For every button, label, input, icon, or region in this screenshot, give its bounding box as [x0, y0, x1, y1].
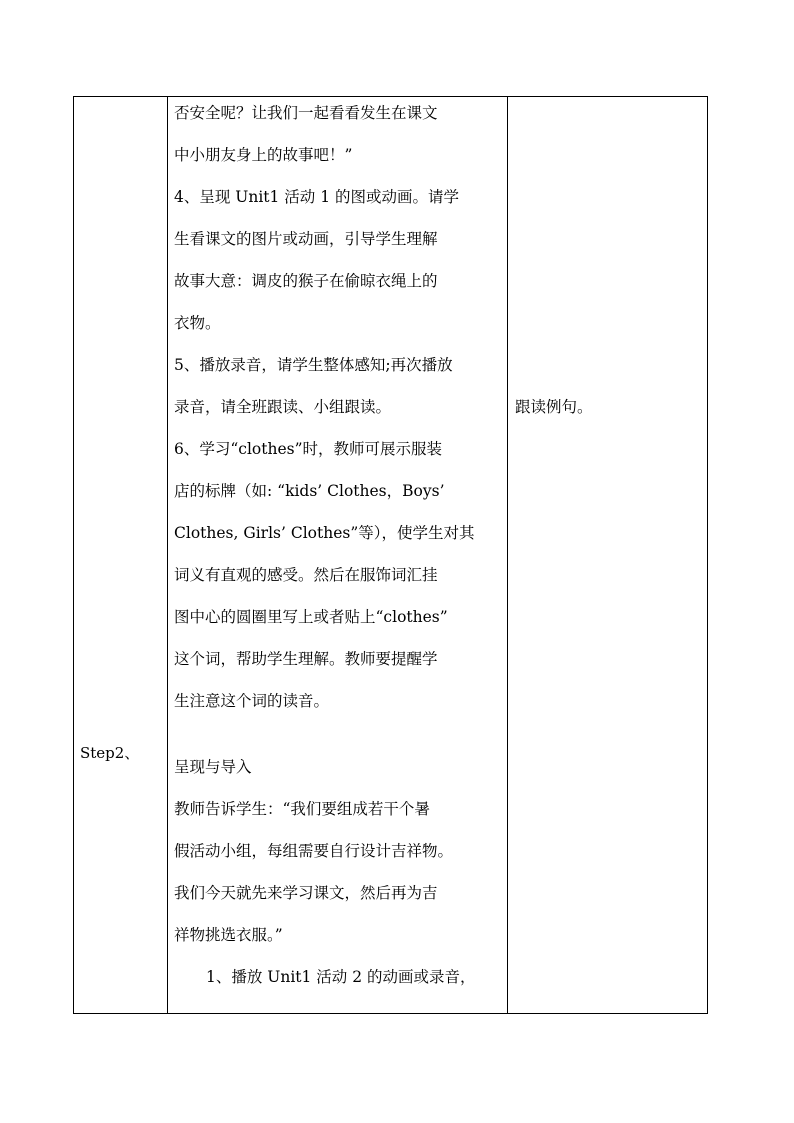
table-row	[74, 97, 708, 1014]
content-line: 生注意这个词的读音。	[174, 692, 330, 710]
content-line: 6、学习“clothes”时，教师可展示服装	[174, 440, 443, 458]
content-line: 祥物挑选衣服。”	[174, 926, 283, 944]
section-heading: 呈现与导入	[174, 758, 252, 776]
content-line: 教师告诉学生：“我们要组成若干个暑	[174, 800, 430, 818]
content-line: 5、播放录音，请学生整体感知;再次播放	[174, 356, 453, 374]
content-line: 店的标牌（如: “kids’ Clothes，Boys’	[174, 482, 445, 500]
content-line: 故事大意：调皮的猴子在偷晾衣绳上的	[174, 272, 438, 290]
notes-cell	[508, 97, 708, 1014]
content-line: 否安全呢？让我们一起看看发生在课文	[174, 104, 438, 122]
content-line: 生看课文的图片或动画，引导学生理解	[174, 230, 438, 248]
content-line: 我们今天就先来学习课文，然后再为吉	[174, 884, 438, 902]
step-label: Step2、	[80, 744, 140, 762]
content-line: 图中心的圆圈里写上或者贴上“clothes”	[174, 608, 448, 626]
content-cell	[168, 97, 508, 1014]
content-line: 中小朋友身上的故事吧！”	[174, 146, 353, 164]
content-line: 4、呈现 Unit1 活动 1 的图或动画。请学	[174, 188, 460, 206]
step-cell	[74, 97, 168, 1014]
lesson-plan-table	[73, 96, 708, 1014]
notes-text: 跟读例句。	[515, 398, 593, 416]
content-line: 这个词，帮助学生理解。教师要提醒学	[174, 650, 438, 668]
content-line: 1、播放 Unit1 活动 2 的动画或录音，	[206, 968, 476, 986]
content-line: 假活动小组，每组需要自行设计吉祥物。	[174, 842, 454, 860]
content-line: Clothes, Girls’ Clothes”等），使学生对其	[174, 524, 475, 542]
content-line: 词义有直观的感受。然后在服饰词汇挂	[174, 566, 438, 584]
content-line: 衣物。	[174, 314, 221, 332]
content-line: 录音，请全班跟读、小组跟读。	[174, 398, 392, 416]
